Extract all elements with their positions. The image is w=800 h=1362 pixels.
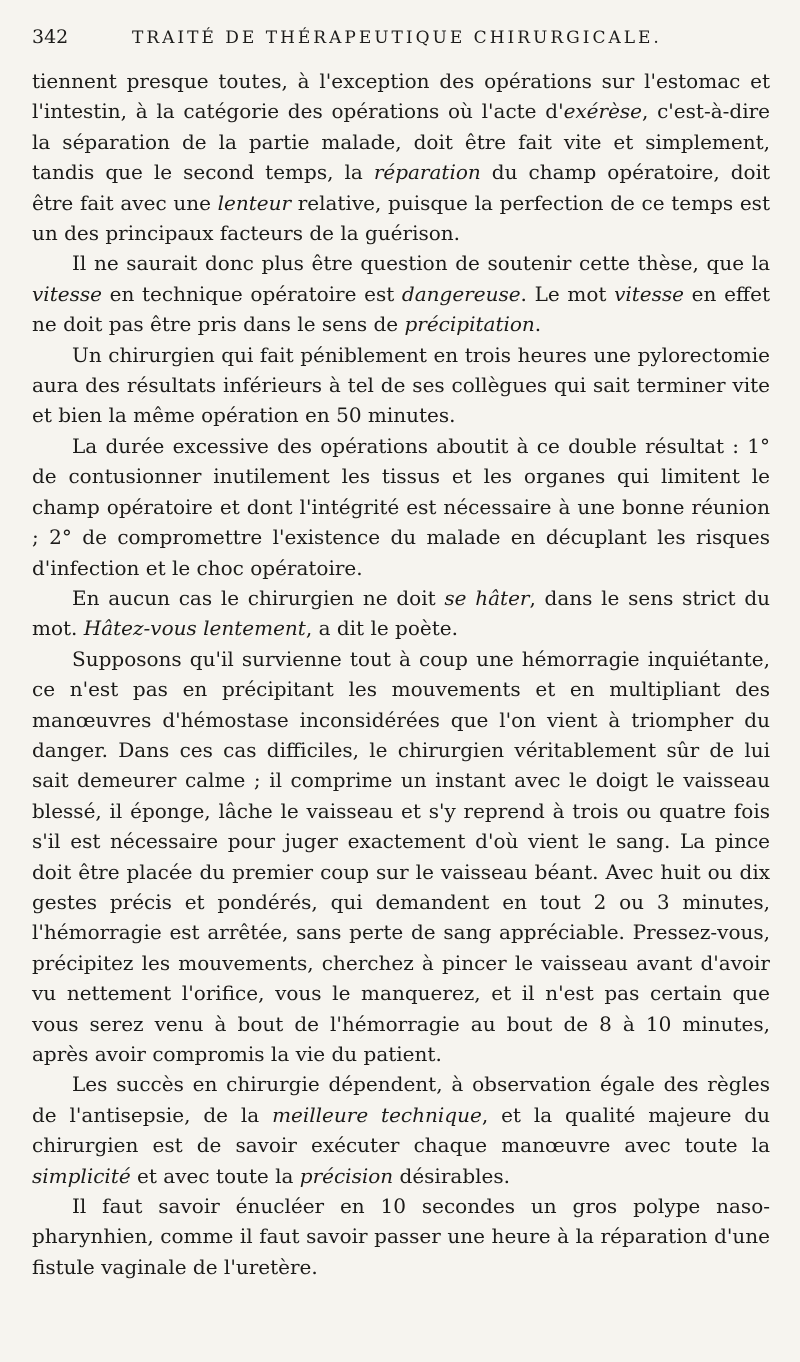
running-title: TRAITÉ DE THÉRAPEUTIQUE CHIRURGICALE.: [132, 28, 662, 48]
paragraph: [32, 340, 770, 431]
page-number: 342: [32, 26, 69, 48]
italic-term: se hâter: [444, 585, 530, 610]
text-run: et avec toute la: [130, 1163, 300, 1188]
page-header: [32, 26, 770, 58]
text-run: Un chirurgien qui fait péniblement en trois heures une pylorectomie aura des résultats inférieurs à tel de ses collègues qui sait terminer vite et bien la même opération en 50 minutes.: [32, 342, 770, 428]
italic-term: dangereuse: [401, 281, 521, 306]
text-run: du champ opératoire, doit être fait avec une: [32, 160, 771, 215]
paragraph: [32, 248, 770, 339]
text-run: Supposons qu'il survienne tout à coup une hémorragie inquiétante, ce n'est pas en précipitant les mouvements et en multipliant des manœuvres d'hémostase inconsidérées que l'on vient à triompher du danger. Dans ces cas difficiles, le chirurgien véritablement sûr de lui sait demeurer calme ; il comprime un instant avec le doigt le vaisseau blessé, il éponge, lâche le vaisseau et s'y reprend à trois ou quatre fois s'il est nécessaire pour juger exactement d'où vient le sang. La pince doit être placée du premier coup sur le vaisseau béant. Avec huit ou dix gestes précis et pondérés, qui demandent en tout 2 ou 3 minutes, l'hémorragie est arrêtée, sans perte de sang appréciable. Pressez-vous, précipitez les mouvements, cherchez à pincer le vaisseau avant d'avoir vu nettement l'orifice, vous le manquerez, et il n'est pas certain que vous serez venu à bout de l'hémorragie au bout de 8 à 10 minutes, après avoir compromis la vie du patient.: [32, 646, 770, 1066]
italic-term: vitesse: [32, 281, 102, 306]
text-run: , et la qualité majeure du chirurgien est de savoir exécuter chaque manœuvre avec toute la: [32, 1102, 770, 1158]
text-run: La durée excessive des opérations aboutit à ce double résultat : 1° de contusionner inutilement les tissus et les organes qui limitent le champ opératoire et dont l'intégrité est nécessaire à une bonne réunion ; 2° de compromettre l'existence du malade en décuplant les risques d'infection et le choc opératoire.: [32, 433, 770, 580]
paragraph: [32, 583, 770, 644]
italic-term: précision: [299, 1163, 394, 1188]
italic-term: simplicité: [32, 1163, 131, 1188]
text-run: en effet ne doit pas être pris dans le sens de: [32, 281, 770, 337]
text-run: relative, puisque la perfection de ce temps est un des principaux facteurs de la guérison.: [32, 190, 770, 246]
italic-term: meilleure technique: [272, 1102, 482, 1127]
paragraph: [32, 1191, 770, 1282]
italic-term: Hâtez-vous lentement: [83, 616, 306, 641]
italic-term: lenteur: [217, 190, 292, 215]
text-run: Il faut savoir énucléer en 10 secondes un gros polype naso-pharynhien, comme il faut savoir passer une heure à la réparation d'une fistule vaginale de l'uretère.: [32, 1194, 770, 1279]
text-run: , dans le sens strict du mot.: [32, 585, 771, 641]
text-run: en technique opératoire est: [101, 281, 402, 306]
text-run: En aucun cas le chirurgien ne doit: [72, 585, 445, 610]
text-run: Les succès en chirurgie dépendent, à observation égale des règles de l'antisepsie, de la: [32, 1072, 770, 1127]
text-run: désirables.: [393, 1163, 510, 1188]
italic-term: exérèse: [563, 99, 643, 124]
italic-term: vitesse: [614, 281, 685, 306]
italic-term: précipitation: [404, 312, 535, 337]
paragraph: [32, 1069, 770, 1191]
text-run: .: [534, 312, 542, 337]
italic-term: réparation: [373, 160, 481, 185]
text-run: Il ne saurait donc plus être question de soutenir cette thèse, que la: [72, 251, 770, 276]
text-run: tiennent presque toutes, à l'exception des opérations sur l'estomac et l'intestin, à la catégorie des opérations où l'acte d': [32, 69, 770, 124]
paragraph: [32, 66, 770, 248]
paragraph: [32, 644, 770, 1070]
paragraph: [32, 431, 770, 583]
body-text: [32, 66, 770, 1282]
text-run: . Le mot: [520, 281, 615, 306]
text-run: , a dit le poète.: [305, 616, 458, 641]
text-run: , c'est-à-dire la séparation de la partie malade, doit être fait vite et simplement, tandis que le second temps, la: [32, 99, 770, 185]
